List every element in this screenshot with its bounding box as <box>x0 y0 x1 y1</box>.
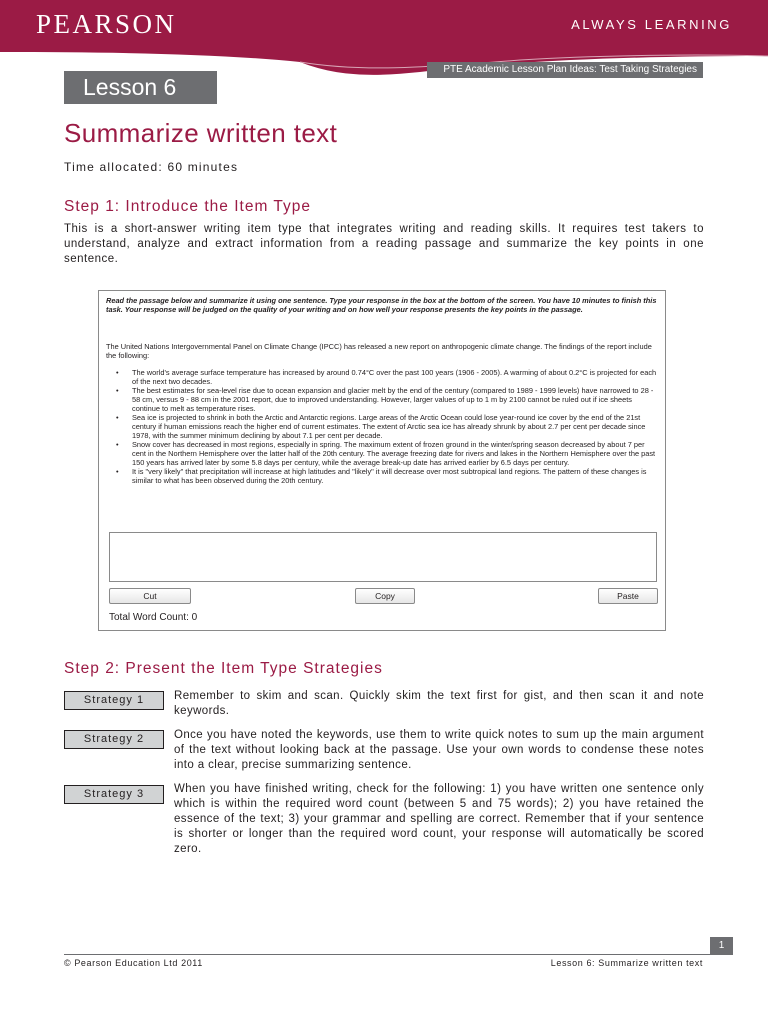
lesson-number: Lesson 6 <box>64 71 217 104</box>
footer-divider <box>64 954 733 955</box>
task-screenshot <box>98 290 666 631</box>
strategy-1-text: Remember to skim and scan. Quickly skim the text first for gist, and then scan it and note keywords. <box>174 690 704 717</box>
strategy-3-text: When you have finished writing, check for the following: 1) you have written one sentence only which is within the required word count (between 5 and 75 words); 2) you have retained the essence of the text; 3) your grammar and spelling are correct. Remember that if your sentence is shorter or longer than the required word count, your response will automatically be scored zero. <box>174 783 704 855</box>
passage-bullets <box>106 369 658 487</box>
page-number: 1 <box>710 937 733 954</box>
lesson-plan-tab: PTE Academic Lesson Plan Ideas: Test Taking Strategies <box>427 62 703 78</box>
list-item: • It is "very likely" that precipitation will increase at high latitudes and "likely" it will decrease over most subtropical land regions. The pattern of these changes is similar to what has been observed during the 20th century. <box>116 467 647 485</box>
list-item: • Snow cover has decreased in most regions, especially in spring. The maximum extent of frozen ground in the winter/spring season decreased by about 7 per cent in the Northern Hemisphere over the latter half of the 20th century. The average freezing date for rivers and lakes in the Northern Hemisphere over the past 150 years has arrived later by some 5.8 days per century, while the average break-up date has arrived earlier by 6.5 days per century. <box>116 440 656 467</box>
cut-button[interactable]: Cut <box>109 588 191 604</box>
time-allocated: Time allocated: 60 minutes <box>64 160 239 174</box>
copyright: © Pearson Education Ltd 2011 <box>64 958 203 968</box>
strategy-2-label: Strategy 2 <box>64 730 164 749</box>
passage-intro: The United Nations Intergovernmental Panel on Climate Change (IPCC) has released a new report on anthropogenic climate change. The findings of the report include the following: <box>106 342 652 360</box>
word-count: Total Word Count: 0 <box>109 612 198 623</box>
pearson-logo: PEARSON <box>36 9 177 39</box>
strategy-2-text: Once you have noted the keywords, use them to write quick notes to sum up the main argument of the text without looking back at the passage. Use your own words to condense these notes into a clear, precise summarizing sentence. <box>174 729 704 771</box>
task-instructions: Read the passage below and summarize it using one sentence. Type your response in the box at the bottom of the screen. You have 10 minutes to finish this task. Your response will be judged on the quality of your writing and on how well your response presents the key points in the passage. <box>106 296 657 314</box>
list-item: • Sea ice is projected to shrink in both the Arctic and Antarctic regions. Large areas of the Arctic Ocean could lose year-round ice cover by the end of the 21st century if human emissions reach the higher end of current estimates. The extent of Arctic sea ice has already shrunk by about 2.7 per cent per decade since 1978, with the summer minimum declining by about 7.1 per cent per decade. <box>116 413 646 440</box>
list-item: • The world's average surface temperature has increased by around 0.74°C over the past 100 years (1906 - 2005). A warming of about 0.2°C is projected for each of the next two decades. <box>116 368 657 386</box>
step1-text: This is a short-answer writing item type that integrates writing and reading skills. It requires test takers to understand, analyze and extract information from a reading passage and summarize the key points in one sentence. <box>64 223 704 265</box>
tagline: ALWAYS LEARNING <box>571 17 732 32</box>
response-textarea[interactable] <box>109 532 657 582</box>
page-title: Summarize written text <box>64 118 338 148</box>
list-item: • The best estimates for sea-level rise due to ocean expansion and glacier melt by the end of the century (compared to 1989 - 1999 levels) have narrowed to 28 - 58 cm, versus 9 - 88 cm in the 2001 report, due to improved understanding. However, larger values of up to 1 m by 2100 cannot be ruled out if ice sheets continue to melt as temperature rises. <box>116 386 654 413</box>
strategy-3-label: Strategy 3 <box>64 785 164 804</box>
footer-lesson-title: Lesson 6: Summarize written text <box>550 958 703 968</box>
paste-button[interactable]: Paste <box>598 588 658 604</box>
step1-heading: Step 1: Introduce the Item Type <box>64 198 311 215</box>
header-band <box>0 0 768 50</box>
strategy-1-label: Strategy 1 <box>64 691 164 710</box>
step2-heading: Step 2: Present the Item Type Strategies <box>64 660 383 677</box>
copy-button[interactable]: Copy <box>355 588 415 604</box>
